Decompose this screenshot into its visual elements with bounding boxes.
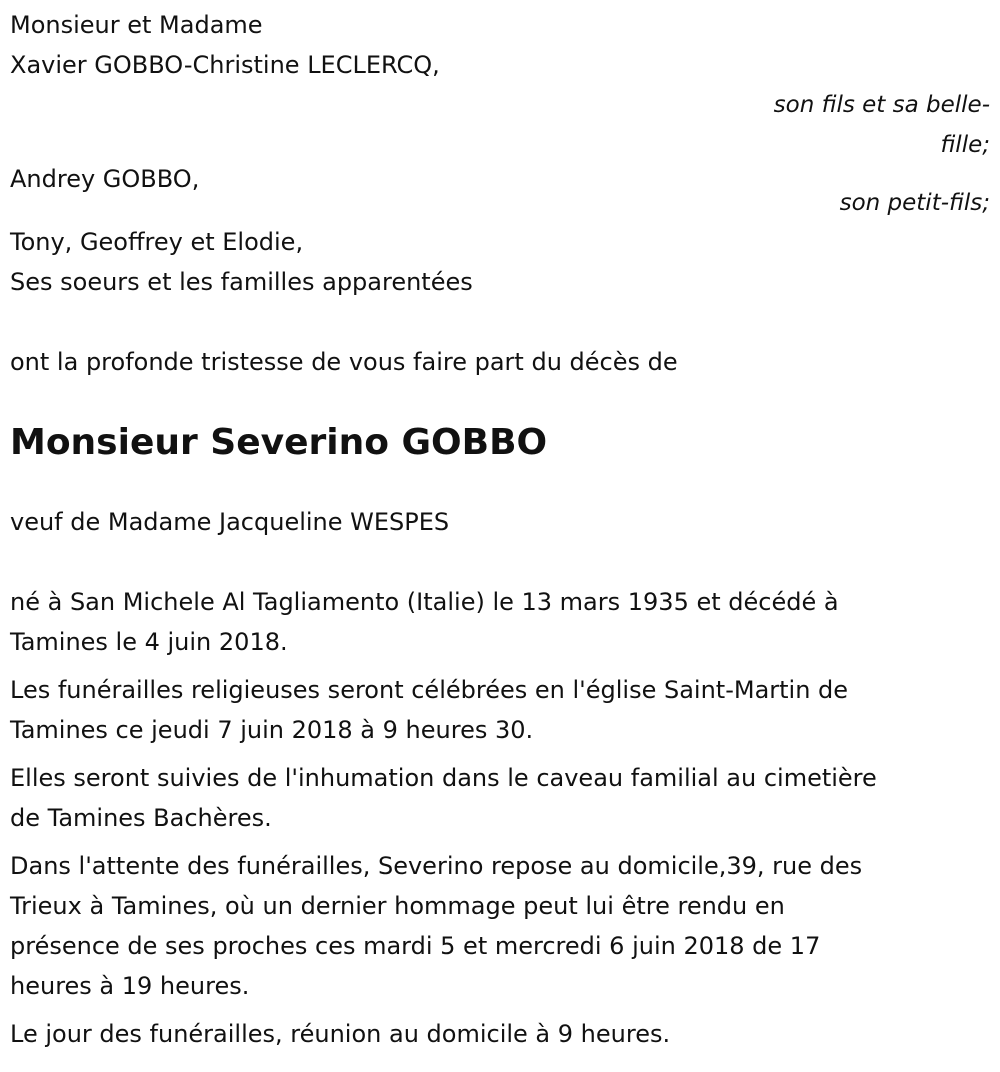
paragraph-line: né à San Michele Al Tagliamento (Italie) le 13 mars 1935 et décédé à	[10, 588, 839, 616]
paragraph-line: Le jour des funérailles, réunion au domicile à 9 heures.	[10, 1020, 671, 1048]
obituary-notice	[10, 5, 990, 1054]
paragraph-line: Les funérailles religieuses seront célébrées en l'église Saint-Martin de	[10, 676, 849, 704]
grandson-relation: son petit-fils;	[839, 190, 990, 216]
paragraph-line: présence de ses proches ces mardi 5 et mercredi 6 juin 2018 de 17	[10, 932, 821, 960]
paragraph-line: Dans l'attente des funérailles, Severino repose au domicile,39, rue des	[10, 852, 863, 880]
family-others-line-2: Ses soeurs et les familles apparentées	[10, 268, 473, 296]
paragraph-line: Tamines ce jeudi 7 juin 2018 à 9 heures 30.	[10, 716, 534, 744]
announcement-text: ont la profonde tristesse de vous faire part du décès de	[10, 348, 678, 376]
paragraph-line: de Tamines Bachères.	[10, 804, 272, 832]
paragraph-line: heures à 19 heures.	[10, 972, 250, 1000]
children-relation-line-1: son fils et sa belle-	[773, 92, 990, 118]
grandson-name: Andrey GOBBO,	[10, 165, 200, 193]
family-children-block	[10, 5, 990, 165]
paragraph-line: Tamines le 4 juin 2018.	[10, 628, 288, 656]
family-others-block	[10, 222, 990, 302]
paragraph-line: Trieux à Tamines, où un dernier hommage peut lui être rendu en	[10, 892, 785, 920]
meeting-paragraph	[10, 1014, 990, 1054]
widower-of-text: veuf de Madame Jacqueline WESPES	[10, 508, 450, 536]
birth-death-paragraph	[10, 582, 990, 662]
family-children-line-1: Monsieur et Madame	[10, 11, 263, 39]
visitation-paragraph	[10, 846, 990, 1006]
burial-paragraph	[10, 758, 990, 838]
paragraph-line: Elles seront suivies de l'inhumation dans le caveau familial au cimetière	[10, 764, 877, 792]
children-relation-line-2: fille;	[940, 132, 990, 158]
family-others-line-1: Tony, Geoffrey et Elodie,	[10, 228, 304, 256]
family-children-line-2: Xavier GOBBO-Christine LECLERCQ,	[10, 51, 440, 79]
funeral-paragraph	[10, 670, 990, 750]
family-grandson-block	[10, 159, 990, 223]
deceased-name: Monsieur Severino GOBBO	[10, 422, 548, 463]
